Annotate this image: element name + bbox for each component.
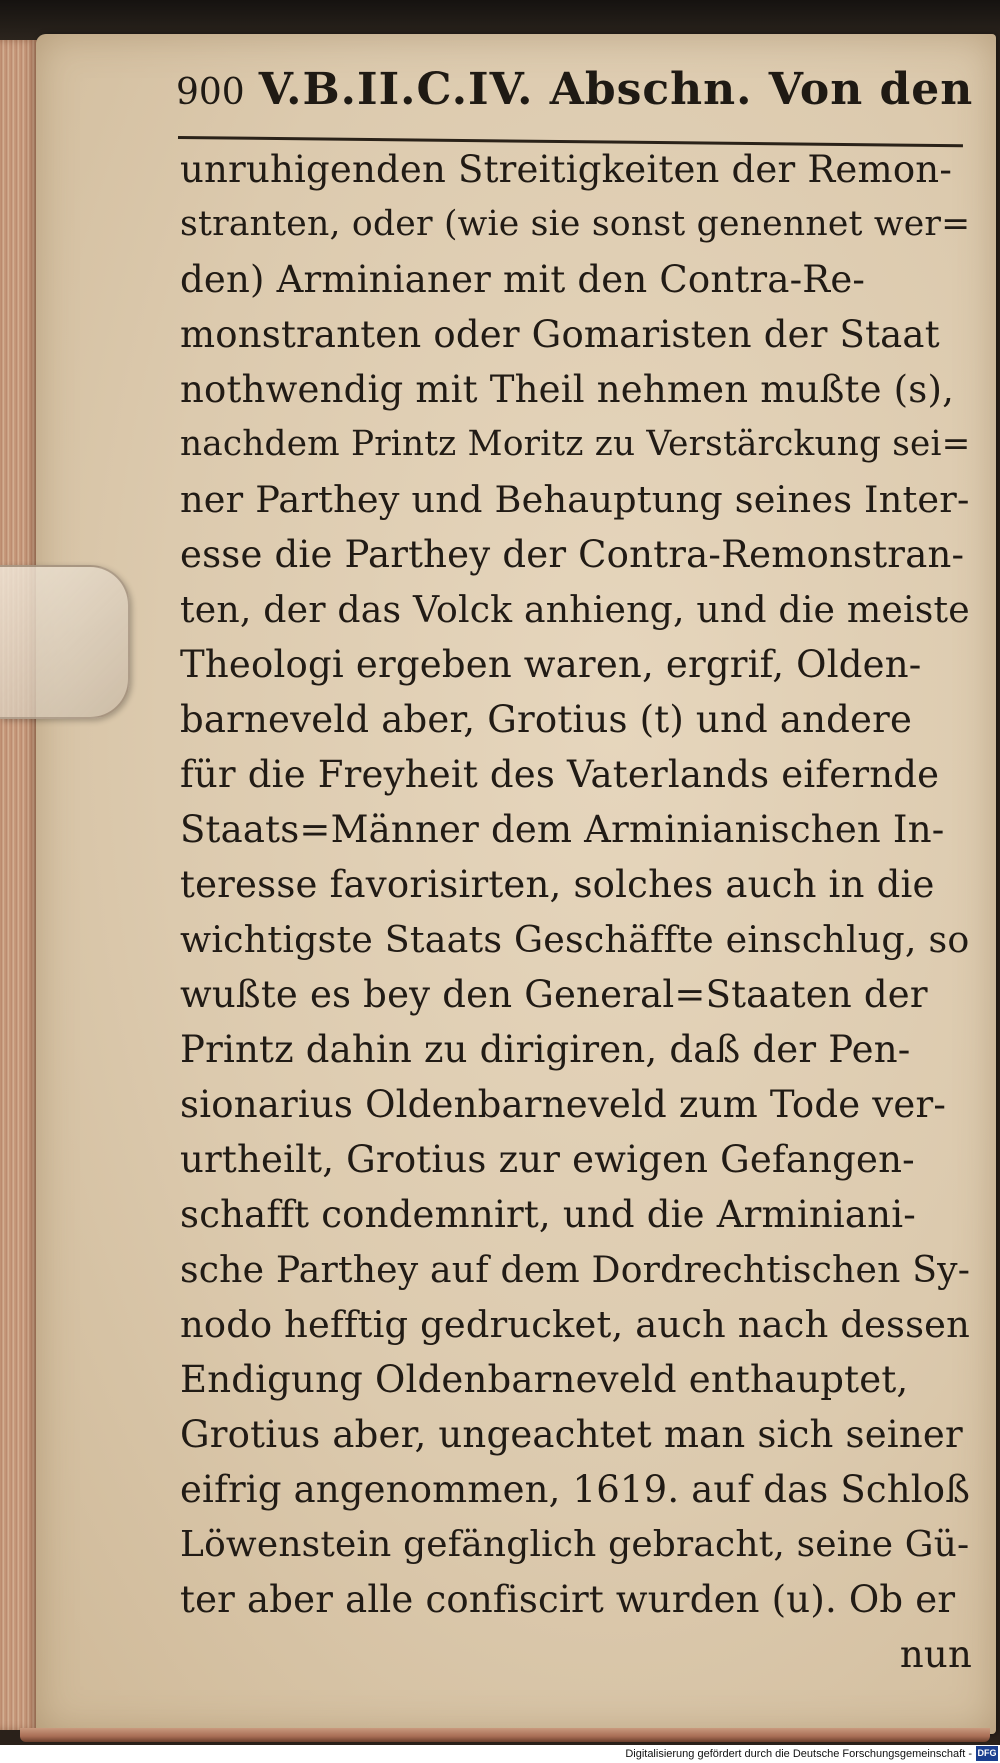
text-line: barneveld aber, Grotius (t) und andere xyxy=(180,698,913,741)
text-line: Printz dahin zu dirigiren, daß der Pen- xyxy=(180,1028,911,1071)
text-line: sionarius Oldenbarneveld zum Tode ver- xyxy=(180,1083,947,1126)
text-line: Endigung Oldenbarneveld enthauptet, xyxy=(180,1358,909,1401)
catchword: nun xyxy=(899,1633,972,1676)
text-line: schafft condemnirt, und die Arminiani- xyxy=(180,1193,916,1236)
text-line: unruhigenden Streitigkeiten der Remon- xyxy=(180,148,953,191)
text-line: Theologi ergeben waren, ergrif, Olden- xyxy=(180,643,922,686)
text-line: für die Freyheit des Vaterlands eifernde xyxy=(180,753,940,796)
dfg-logo-icon: DFG xyxy=(976,1746,998,1761)
running-head: V.B.II.C.IV. Abschn. Von den xyxy=(258,64,974,115)
text-line: Löwenstein gefänglich gebracht, seine Gü- xyxy=(180,1524,970,1565)
text-line: eifrig angenommen, 1619. auf das Schloß xyxy=(180,1468,971,1511)
text-line: nothwendig mit Theil nehmen mußte (s), xyxy=(180,368,955,411)
text-line: sche Parthey auf dem Dordrechtischen Sy- xyxy=(180,1248,971,1291)
text-line: Grotius aber, ungeachtet man sich seiner xyxy=(180,1413,963,1456)
text-line: stranten, oder (wie sie sonst genennet wer= xyxy=(180,204,971,244)
text-line: nachdem Printz Moritz zu Verstärckung sei= xyxy=(180,424,971,464)
text-line: esse die Parthey der Contra-Remonstran- xyxy=(180,533,965,576)
body-text xyxy=(180,142,980,1682)
page-edges xyxy=(0,40,38,1730)
text-line: nodo hefftig gedrucket, auch nach dessen xyxy=(180,1303,971,1346)
page-bottom-edge xyxy=(20,1728,990,1742)
text-line: wußte es bey den General=Staaten der xyxy=(180,973,928,1016)
text-line: urtheilt, Grotius zur ewigen Gefangen- xyxy=(180,1138,915,1181)
text-line: monstranten oder Gomaristen der Staat xyxy=(180,313,940,356)
text-line: Staats=Männer dem Arminianischen In- xyxy=(180,808,945,851)
text-line: ter aber alle confiscirt wurden (u). Ob er xyxy=(180,1578,956,1621)
footer-bar xyxy=(0,1745,1000,1763)
digitization-credit: Digitalisierung gefördert durch die Deutsche Forschungsgemeinschaft - xyxy=(625,1748,972,1760)
text-line: ner Parthey und Behauptung seines Inter- xyxy=(180,478,970,521)
text-line: den) Arminianer mit den Contra-Re- xyxy=(180,258,866,301)
page-number: 900 xyxy=(176,72,245,113)
text-line: teresse favorisirten, solches auch in die xyxy=(180,863,935,906)
bookmark-tab xyxy=(0,565,130,719)
text-line: ten, der das Volck anhieng, und die meiste xyxy=(180,588,970,631)
text-line: wichtigste Staats Geschäffte einschlug, so xyxy=(180,918,970,961)
page-header xyxy=(176,64,974,134)
